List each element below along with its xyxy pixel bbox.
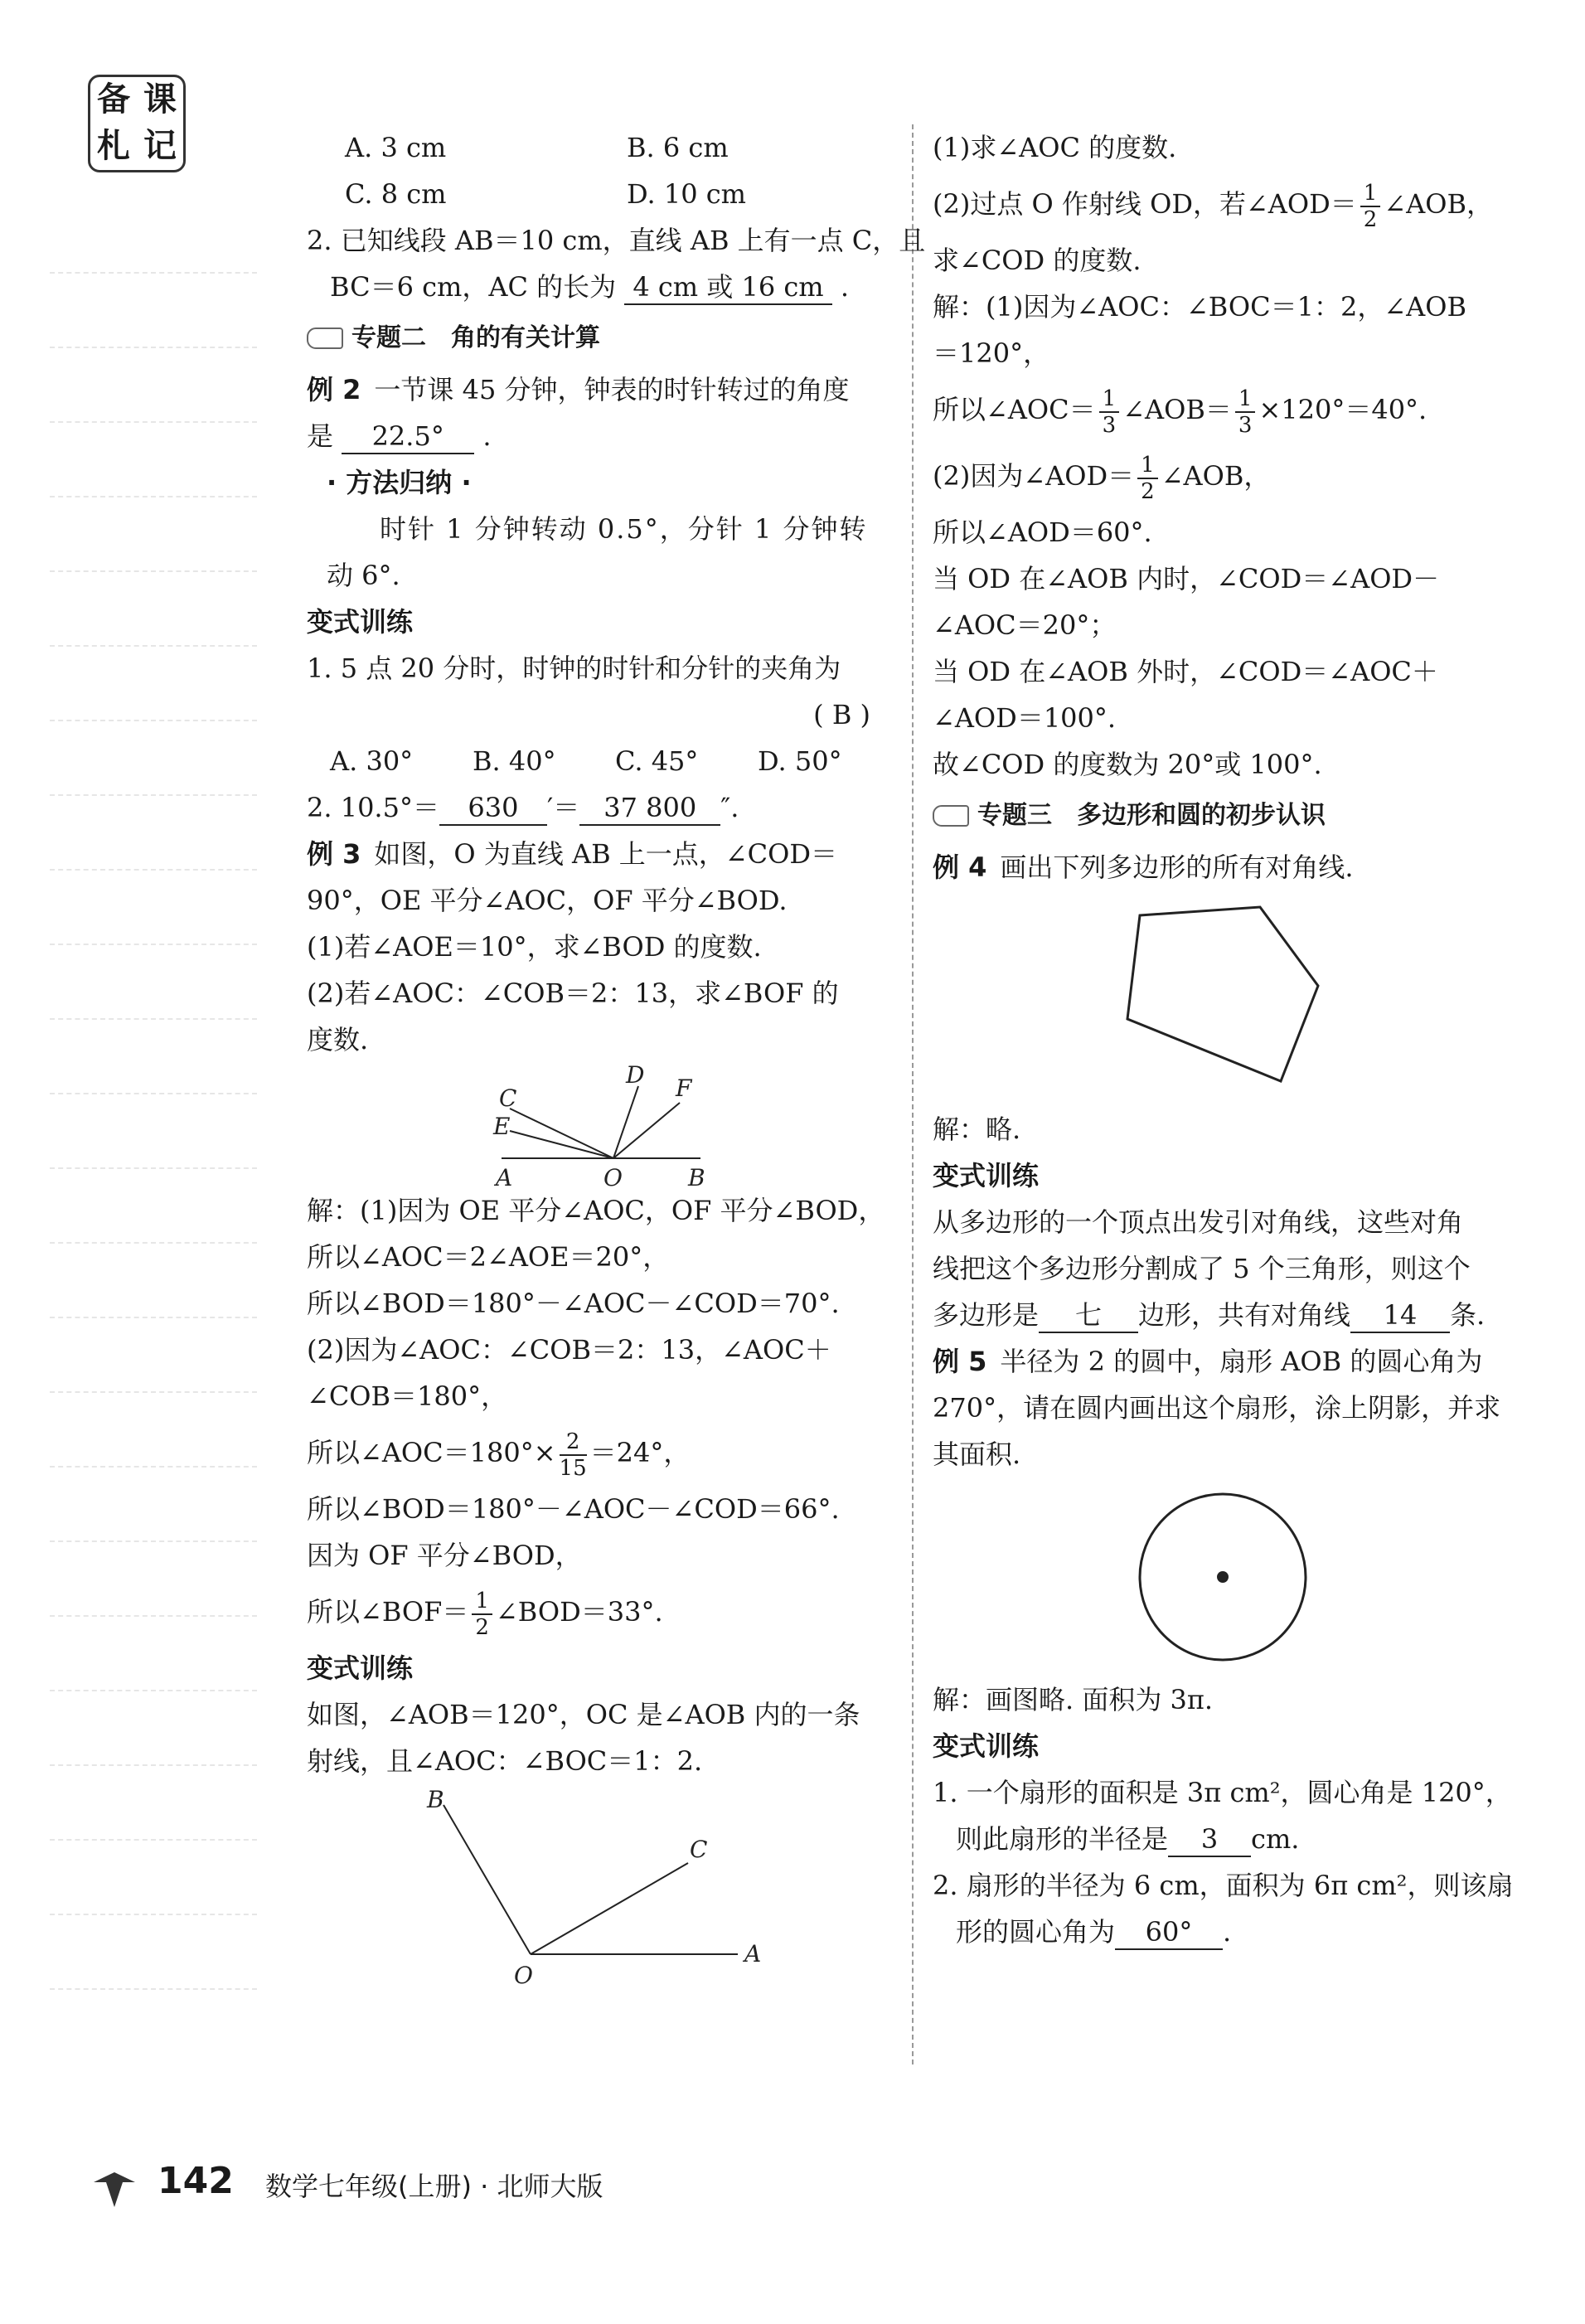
practice-6: 2. 扇形的半径为 6 cm，面积为 6π cm²，则该扇 xyxy=(933,1870,1514,1901)
method-title: · 方法归纳 · xyxy=(327,467,472,498)
practice-heading: 变式训练 xyxy=(307,1652,414,1684)
fig-label-f: F xyxy=(676,1075,692,1102)
answer-blank: 14 xyxy=(1350,1298,1450,1333)
footer-ornament-icon xyxy=(90,2166,148,2215)
method-text: 动 6°. xyxy=(327,560,400,591)
side-label-box xyxy=(88,75,186,172)
question-line: (1)求∠AOC 的度数. xyxy=(933,132,1177,163)
angle-figure-1 xyxy=(307,1063,904,1187)
column-divider xyxy=(912,124,914,2064)
circle-figure xyxy=(933,1477,1538,1676)
fig-label-b: B xyxy=(688,1164,705,1187)
practice-5: 1. 一个扇形的面积是 3π cm²，圆心角是 120°， xyxy=(933,1777,1512,1808)
practice-2: 2. 10.5°＝ 630 ′＝ 37 800 ″. xyxy=(307,784,904,831)
practice-5: 则此扇形的半径是 3 cm. xyxy=(933,1816,1538,1862)
question-2-line2: BC＝6 cm，AC 的长为 4 cm 或 16 cm . xyxy=(307,264,904,310)
solution-line: ＝120°， xyxy=(933,337,1050,369)
side-label-char: 备 xyxy=(97,80,130,119)
figure-1 xyxy=(307,1063,904,1187)
fig-label-b: B xyxy=(427,1786,444,1813)
method-text: 时针 1 分钟转动 0.5°，分针 1 分钟转 xyxy=(380,513,868,545)
book-title: 数学七年级(上册) · 北师大版 xyxy=(265,2171,603,2202)
question-line: (2)过点 O 作射线 OD，若∠AOD＝ $\frac{1}{2}$ ∠AOB， xyxy=(933,180,1494,232)
option: C. 45° xyxy=(615,745,699,777)
option: A. 30° xyxy=(330,745,414,777)
example-5-text: 270°，请在圆内画出这个扇形，涂上阴影，并求 xyxy=(933,1392,1501,1424)
example-3: 例 3 如图，O 为直线 AB 上一点，∠COD＝ xyxy=(307,838,837,870)
answer-blank: 37 800 xyxy=(579,791,720,826)
side-label-char: 课 xyxy=(143,80,177,119)
practice-1: 1. 5 点 20 分时，时钟的时针和分针的夹角为 xyxy=(307,653,841,684)
solution-line: ∠AOC＝20°； xyxy=(933,609,1117,641)
example-5-text: 其面积. xyxy=(933,1439,1021,1470)
practice-1-answer: ( B ) xyxy=(813,699,870,730)
solution-line: 所以∠BOF＝ $\frac{1}{2}$ ∠BOD＝33°. xyxy=(307,1588,663,1640)
fraction: $\frac{1}{3}$ xyxy=(1235,386,1256,438)
question-line: 求∠COD 的度数. xyxy=(933,245,1141,276)
figure-2 xyxy=(307,1784,904,1992)
answer-blank: 4 cm 或 16 cm xyxy=(624,270,831,305)
solution-line: 所以∠AOC＝180°× $\frac{2}{15}$ ＝24°， xyxy=(307,1429,691,1481)
fraction: $\frac{1}{2}$ xyxy=(1137,453,1158,504)
practice-3: 如图，∠AOB＝120°，OC 是∠AOB 内的一条 xyxy=(307,1699,860,1730)
option: D. 50° xyxy=(758,745,842,777)
solution-line: ∠AOD＝100°. xyxy=(933,702,1117,734)
fig-label-o: O xyxy=(603,1164,623,1187)
answer-blank: 60° xyxy=(1115,1915,1223,1950)
solution-line: (2)因为∠AOC：∠COB＝2：13，∠AOC＋ xyxy=(307,1334,831,1366)
solution-line: 所以∠AOD＝60°. xyxy=(933,517,1152,548)
solution-line: 当 OD 在∠AOB 内时，∠COD＝∠AOD－ xyxy=(933,563,1440,594)
practice-4: 线把这个多边形分割成了 5 个三角形，则这个 xyxy=(933,1253,1471,1284)
solution-line: 所以∠AOC＝2∠AOE＝20°， xyxy=(307,1241,670,1273)
circle-shape xyxy=(933,1477,1538,1676)
practice-6: 形的圆心角为 60° . xyxy=(933,1909,1538,1955)
solution-line: 所以∠AOC＝ $\frac{1}{3}$ ∠AOB＝ $\frac{1}{3}$ ×120°＝40°. xyxy=(933,386,1427,438)
example-2: 例 2 一节课 45 分钟，钟表的时针转过的角度 xyxy=(307,374,850,405)
solution-line: 解：略. xyxy=(933,1113,1021,1145)
fraction: $\frac{2}{15}$ xyxy=(559,1429,587,1481)
example-2-line2: 是 22.5° . xyxy=(307,413,904,459)
answer-blank: 七 xyxy=(1039,1298,1138,1333)
fig-label-a: A xyxy=(744,1940,762,1967)
page-number: 142 xyxy=(158,2160,234,2202)
fig-label-a: A xyxy=(496,1164,513,1187)
side-label-char: 记 xyxy=(143,127,177,165)
solution-line: (2)因为∠AOD＝ $\frac{1}{2}$ ∠AOB， xyxy=(933,452,1271,504)
practice-heading: 变式训练 xyxy=(307,606,414,638)
fig-label-d: D xyxy=(626,1063,645,1089)
left-column xyxy=(307,124,926,1992)
fig-label-c: C xyxy=(690,1836,708,1863)
pentagon-shape xyxy=(933,890,1538,1106)
example-5: 例 5 半径为 2 的圆中，扇形 AOB 的圆心角为 xyxy=(933,1346,1483,1377)
example-4: 例 4 画出下列多边形的所有对角线. xyxy=(933,851,1354,883)
topic-arrow-icon xyxy=(933,805,969,827)
option: B. 6 cm xyxy=(627,132,729,163)
pentagon-figure xyxy=(933,890,1538,1106)
practice-4: 多边形是 七 边形，共有对角线 14 条. xyxy=(933,1292,1538,1338)
solution-line: 解：画图略. 面积为 3π. xyxy=(933,1684,1214,1715)
note-lines xyxy=(50,199,257,2006)
option: D. 10 cm xyxy=(627,178,747,210)
fraction: $\frac{1}{2}$ xyxy=(472,1589,492,1640)
answer-blank: 630 xyxy=(439,791,547,826)
practice-heading: 变式训练 xyxy=(933,1160,1040,1191)
option: C. 8 cm xyxy=(345,178,447,210)
option: A. 3 cm xyxy=(345,132,447,163)
side-label-char: 札 xyxy=(97,127,130,165)
fraction: $\frac{1}{3}$ xyxy=(1099,386,1120,438)
topic-heading: 专题二 角的有关计算 xyxy=(307,315,904,361)
topic-heading: 专题三 多边形和圆的初步认识 xyxy=(933,793,1538,839)
fig-label-e: E xyxy=(493,1113,511,1140)
fig-label-o: O xyxy=(514,1962,533,1989)
practice-4: 从多边形的一个顶点出发引对角线，这些对角 xyxy=(933,1206,1464,1238)
practice-heading: 变式训练 xyxy=(933,1730,1040,1762)
answer-blank: 3 xyxy=(1168,1822,1251,1857)
fig-label-c: C xyxy=(499,1084,517,1112)
option: B. 40° xyxy=(473,745,556,777)
angle-figure-2 xyxy=(307,1784,904,1992)
example-3-text: 度数. xyxy=(307,1024,369,1055)
solution-line: 所以∠BOD＝180°－∠AOC－∠COD＝66°. xyxy=(307,1493,840,1525)
options-row xyxy=(307,124,904,171)
answer-blank: 22.5° xyxy=(342,420,474,454)
solution-line: 所以∠BOD＝180°－∠AOC－∠COD＝70°. xyxy=(307,1288,840,1319)
practice-3: 射线，且∠AOC：∠BOC＝1：2. xyxy=(307,1745,703,1777)
topic-arrow-icon xyxy=(307,327,343,349)
solution-line: ∠COB＝180°， xyxy=(307,1380,508,1412)
fraction: $\frac{1}{2}$ xyxy=(1360,181,1381,232)
solution-line: 因为 OF 平分∠BOD， xyxy=(307,1540,582,1571)
example-3-text: 90°，OE 平分∠AOC，OF 平分∠BOD. xyxy=(307,885,788,916)
options-row xyxy=(307,171,904,217)
example-3-text: (2)若∠AOC：∠COB＝2：13，求∠BOF 的 xyxy=(307,978,839,1009)
solution-line: 解：(1)因为∠AOC：∠BOC＝1：2，∠AOB xyxy=(933,291,1467,323)
example-3-text: (1)若∠AOE＝10°，求∠BOD 的度数. xyxy=(307,931,762,963)
solution-line: 当 OD 在∠AOB 外时，∠COD＝∠AOC＋ xyxy=(933,656,1438,687)
options-row xyxy=(307,738,904,784)
right-column xyxy=(933,124,1538,1955)
solution-line: 故∠COD 的度数为 20°或 100°. xyxy=(933,749,1322,780)
question-2: 2. 已知线段 AB＝10 cm，直线 AB 上有一点 C，且 xyxy=(307,225,926,256)
solution-line: 解：(1)因为 OE 平分∠AOC，OF 平分∠BOD， xyxy=(307,1195,885,1226)
